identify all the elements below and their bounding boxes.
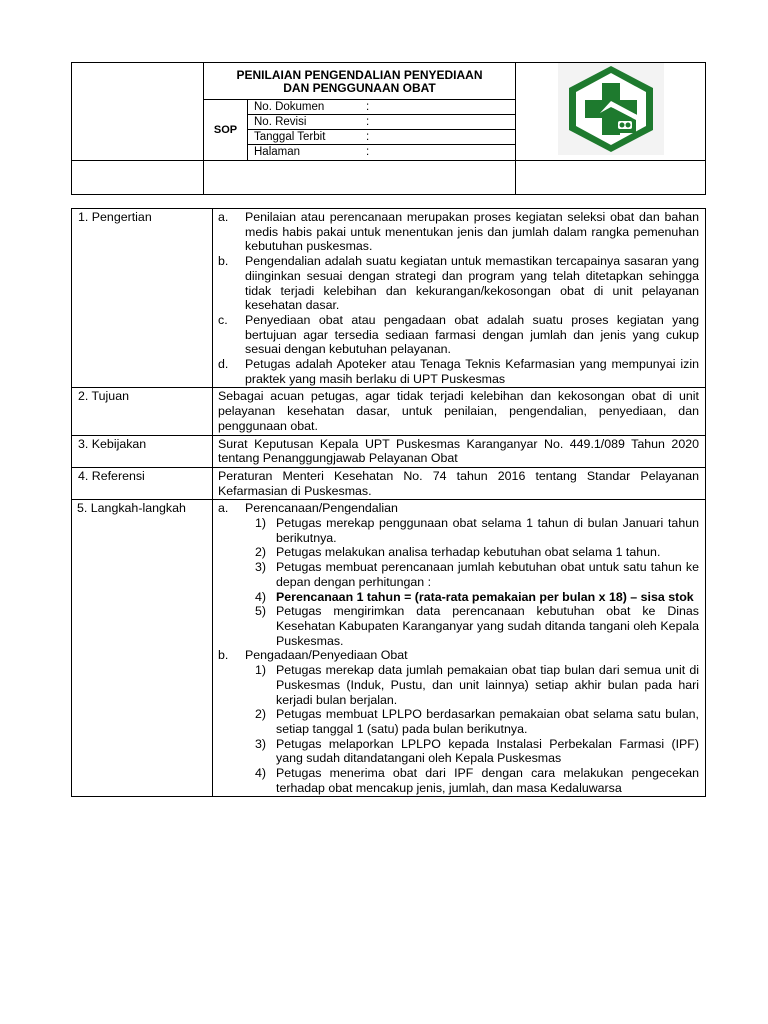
step-item: 1) Petugas merekap data jumlah pemakaian obat tiap bulan dari semua unit di Puskesmas (Induk, Pustu, dan unit lainnya) setiap akhir bulan pada hari kerjadi bulan berjalan. [254, 663, 699, 707]
sop-label: SOP [204, 100, 248, 161]
step-item: 4) Petugas menerima obat dari IPF dengan cara melakukan pengecekan terhadap obat mencakup jenis, jumlah, dan masa Kedaluwarsa [254, 766, 699, 795]
step-group-heading: a. Perencanaan/Pengendalian [218, 501, 398, 516]
meta-halaman: Halaman : [254, 146, 370, 159]
section-content [213, 209, 706, 388]
section-label: 2. Tujuan [72, 388, 213, 435]
section-label: 5. Langkah-langkah [72, 500, 213, 797]
section-content: Sebagai acuan petugas, agar tidak terjadi kelebihan dan kekosongan obat di unit pelayanan kesehatan dasar, untuk penilaian, pengendalian, penyediaan, dan penggunaan obat. [213, 388, 706, 435]
list-item: b. Pengendalian adalah suatu kegiatan untuk memastikan tercapainya sasaran yang diinginkan sesuai dengan strategi dan program yang telah ditetapkan sehingga tidak terjadi kelebihan dan kekurangan/kekosongan obat di unit pelayanan kesehatan dasar. [218, 254, 699, 313]
title-line-1: PENILAIAN PENGENDALIAN PENYEDIAAN [236, 68, 483, 82]
section-pengertian [72, 209, 706, 388]
puskesmas-logo [558, 63, 664, 155]
step-item: 3) Petugas membuat perencanaan jumlah kebutuhan obat untuk satu tahun ke depan dengan perhitungan : [254, 560, 699, 589]
section-tujuan [72, 388, 706, 435]
step-item: 2) Petugas membuat LPLPO berdasarkan pemakaian obat selama satu bulan, setiap tanggal 1 (satu) pada bulan berikutnya. [254, 707, 699, 736]
meta-no-revisi: No. Revisi : [248, 115, 515, 130]
footer-right-blank-cell [516, 161, 706, 195]
step-item: 3) Petugas melaporkan LPLPO kepada Instalasi Perbekalan Farmasi (IPF) yang sudah ditandatangani oleh Kepala Puskesmas [254, 736, 699, 766]
logo-cell [516, 63, 706, 161]
section-label: 3. Kebijakan [72, 435, 213, 467]
section-label: 1. Pengertian [72, 209, 213, 388]
list-item: a. Penilaian atau perencanaan merupakan proses kegiatan seleksi obat dan bahan medis habis pakai untuk menentukan jenis dan jumlah dalam rangka pemenuhan kebutuhan puskesmas. [218, 210, 699, 254]
step-item-formula: 4) Perencanaan 1 tahun = (rata-rata pemakaian per bulan x 18) – sisa stok [254, 589, 694, 604]
section-content: Peraturan Menteri Kesehatan No. 74 tahun 2016 tentang Standar Pelayanan Kefarmasian di Puskesmas. [213, 467, 706, 499]
meta-tanggal-terbit: Tanggal Terbit : [248, 130, 515, 145]
list-item: d. Petugas adalah Apoteker atau Tenaga Teknis Kefarmasian yang mempunyai izin praktek yang masih berlaku di UPT Puskesmas [218, 357, 699, 386]
meta-no-dokumen: No. Dokumen : [248, 100, 515, 115]
footer-left-blank-cell [72, 161, 204, 195]
step-item: 5) Petugas mengirimkan data perencanaan kebutuhan obat ke Dinas Kesehatan Kabupaten Karanganyar yang sudah ditanda tangani oleh Kepala Puskesmas. [254, 604, 699, 648]
step-group-heading: b. Pengadaan/Penyediaan Obat [218, 648, 408, 663]
section-langkah [72, 500, 706, 797]
document-title [204, 63, 516, 100]
document-meta-table [248, 100, 515, 159]
section-content [213, 500, 706, 797]
footer-middle-blank-cell [204, 161, 516, 195]
document-meta-cell [248, 100, 516, 161]
sop-header-table [71, 62, 706, 195]
section-referensi [72, 467, 706, 499]
step-item: 2) Petugas melakukan analisa terhadap kebutuhan obat selama 1 tahun. [254, 545, 661, 560]
sop-content-table [71, 208, 706, 797]
section-kebijakan [72, 435, 706, 467]
header-left-blank-cell [72, 63, 204, 161]
section-content: Surat Keputusan Kepala UPT Puskesmas Karanganyar No. 449.1/089 Tahun 2020 tentang Penanggungjawab Pelayanan Obat [213, 435, 706, 467]
step-item: 1) Petugas merekap penggunaan obat selama 1 tahun di bulan Januari tahun berikutnya. [254, 516, 699, 545]
title-line-2: DAN PENGGUNAAN OBAT [283, 81, 436, 95]
section-label: 4. Referensi [72, 467, 213, 499]
list-item: c. Penyediaan obat atau pengadaan obat adalah suatu proses kegiatan yang bertujuan agar tersedia sediaan farmasi dengan jumlah dan jenis yang cukup sesuai dengan kebutuhan pelayanan. [218, 312, 699, 357]
